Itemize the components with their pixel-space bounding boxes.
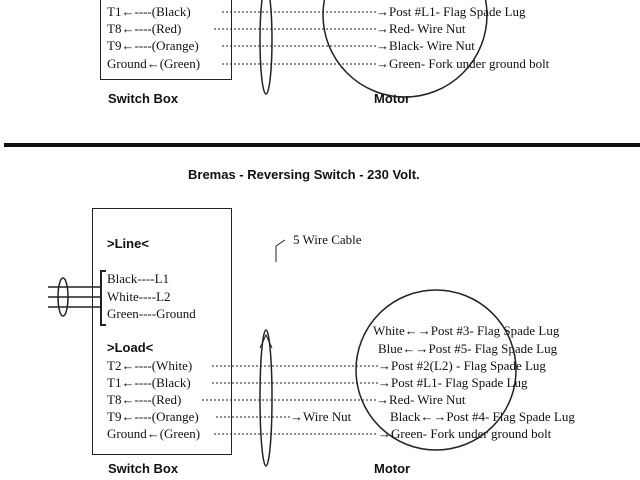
motor-row-l1: →Post #L1- Flag Spade Lug bbox=[378, 375, 528, 390]
top-motor-row-black: →Black- Wire Nut bbox=[376, 38, 475, 53]
top-motor-row-red: →Red- Wire Nut bbox=[376, 21, 466, 36]
top-switch-box-label: Switch Box bbox=[108, 91, 179, 106]
load-row-t2: T2←----(White) bbox=[107, 358, 193, 373]
cable-label-leader bbox=[276, 240, 285, 262]
motor-label: Motor bbox=[374, 461, 411, 476]
motor-row-post4: Black←→Post #4- Flag Spade Lug bbox=[390, 409, 575, 424]
cable-loop bbox=[260, 330, 272, 466]
top-motor-row-l1: →Post #L1- Flag Spade Lug bbox=[376, 4, 526, 19]
wire-nut-label: →Wire Nut bbox=[290, 409, 352, 424]
diagram-title: Bremas - Reversing Switch - 230 Volt. bbox=[188, 167, 420, 182]
load-row-ground: Ground←(Green) bbox=[107, 426, 201, 441]
motor-row-post3: White←→Post #3- Flag Spade Lug bbox=[373, 323, 560, 338]
cable-label: 5 Wire Cable bbox=[293, 232, 362, 247]
top-switch-row-t8: T8←----(Red) bbox=[107, 21, 182, 36]
cable-loop-tip bbox=[260, 335, 272, 348]
motor-row-post5: Blue←→Post #5- Flag Spade Lug bbox=[378, 341, 558, 356]
top-switch-row-t1: T1←----(Black) bbox=[107, 4, 191, 19]
line-row-l1: Black----L1 bbox=[107, 271, 170, 286]
feed-cable-loop bbox=[58, 278, 68, 316]
switch-box-label: Switch Box bbox=[108, 461, 179, 476]
motor-row-post2: →Post #2(L2) - Flag Spade Lug bbox=[378, 358, 546, 373]
load-row-t9: T9←----(Orange) bbox=[107, 409, 199, 424]
line-row-ground: Green----Ground bbox=[107, 306, 196, 321]
top-motor-label: Motor bbox=[374, 91, 411, 106]
top-cable-loop bbox=[260, 0, 272, 94]
load-row-t1: T1←----(Black) bbox=[107, 375, 191, 390]
load-row-t8: T8←----(Red) bbox=[107, 392, 182, 407]
motor-row-green: →Green- Fork under ground bolt bbox=[378, 426, 552, 441]
line-row-l2: White----L2 bbox=[107, 289, 171, 304]
section-divider bbox=[4, 143, 640, 147]
load-header: >Load< bbox=[107, 340, 154, 355]
top-switch-row-t9: T9←----(Orange) bbox=[107, 38, 199, 53]
top-motor-row-green: →Green- Fork under ground bolt bbox=[376, 56, 550, 71]
top-switch-row-ground: Ground←(Green) bbox=[107, 56, 201, 71]
motor-row-red: →Red- Wire Nut bbox=[376, 392, 466, 407]
line-header: >Line< bbox=[107, 236, 149, 251]
